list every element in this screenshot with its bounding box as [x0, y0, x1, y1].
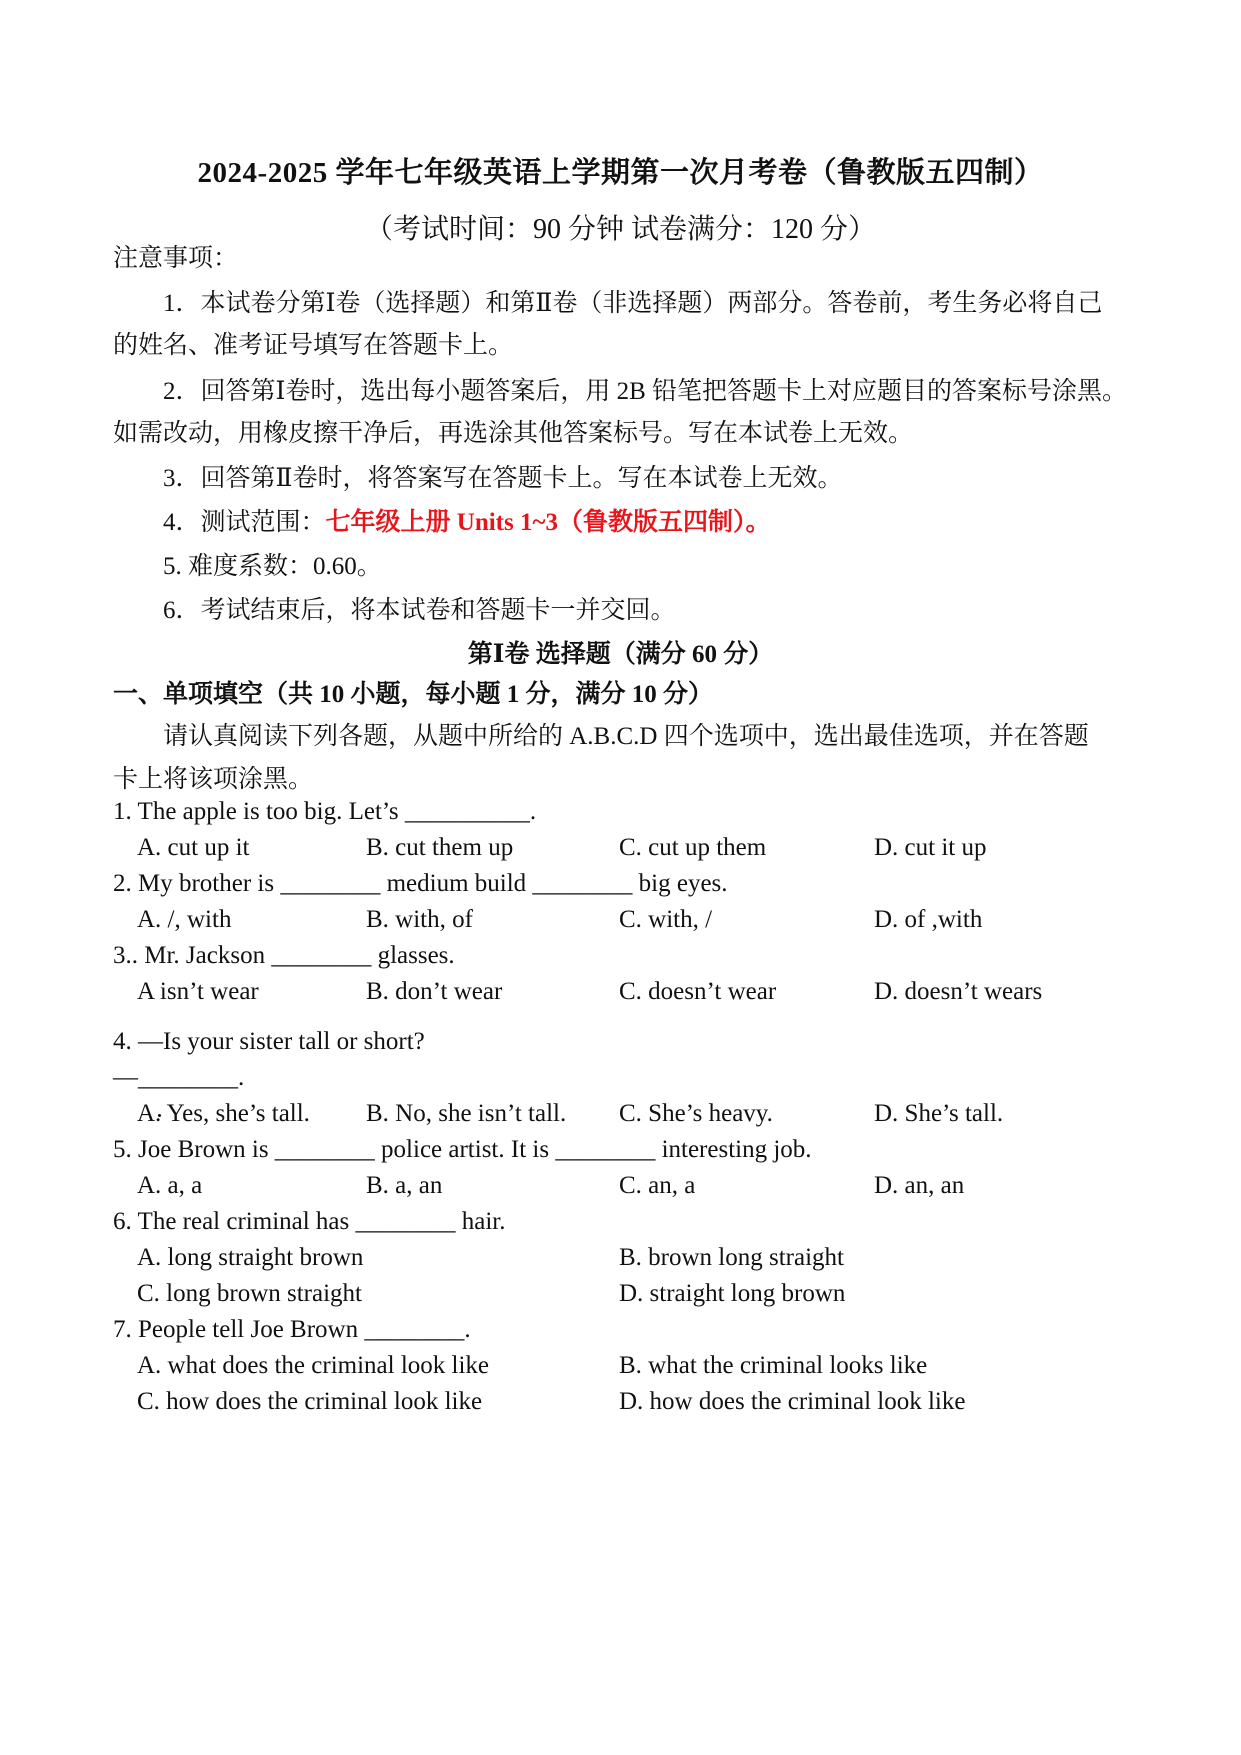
question-7-stem: 7. People tell Joe Brown ________.: [113, 1316, 471, 1343]
question-4-option-c: C. She’s heavy.: [619, 1100, 773, 1127]
section-1-instructions-line-1: 请认真阅读下列各题，从题中所给的 A.B.C.D 四个选项中，选出最佳选项，并在答题: [163, 723, 1089, 750]
part-1-heading: 第Ⅰ卷 选择题（满分 60 分）: [467, 641, 774, 668]
note-4-prefix: 4．测试范围：: [163, 509, 326, 536]
note-3: 3．回答第Ⅱ卷时，将答案写在答题卡上。写在本试卷上无效。: [163, 465, 843, 492]
question-1-option-c: C. cut up them: [619, 834, 767, 861]
question-3-option-c: C. doesn’t wear: [619, 978, 777, 1005]
note-6: 6．考试结束后，将本试卷和答题卡一并交回。: [163, 597, 676, 624]
question-7-option-b: B. what the criminal looks like: [619, 1352, 928, 1379]
question-6-option-d: D. straight long brown: [619, 1280, 846, 1307]
note-4: [163, 502, 770, 538]
question-5-option-c: C. an, a: [619, 1172, 696, 1199]
question-4-answer-blank: —________.: [113, 1064, 245, 1091]
question-5-option-b: B. a, an: [366, 1172, 443, 1199]
section-1-instructions-line-2: 卡上将该项涂黑。: [113, 766, 314, 793]
question-2-option-a: A. /, with: [137, 906, 232, 933]
question-3-option-b: B. don’t wear: [366, 978, 503, 1005]
question-1-option-b: B. cut them up: [366, 834, 514, 861]
question-6-option-b: B. brown long straight: [619, 1244, 844, 1271]
question-1-stem: 1. The apple is too big. Let’s __________.: [113, 798, 537, 825]
question-6-option-a: A. long straight brown: [137, 1244, 364, 1271]
question-5-option-a: A. a, a: [137, 1172, 203, 1199]
question-5-stem: 5. Joe Brown is ________ police artist. It is ________ interesting job.: [113, 1136, 812, 1163]
question-3-option-a: A isn’t wear: [137, 978, 259, 1005]
question-6-stem: 6. The real criminal has ________ hair.: [113, 1208, 506, 1235]
question-2-option-d: D. of ,with: [874, 906, 983, 933]
question-6-option-c: C. long brown straight: [137, 1280, 362, 1307]
notes-heading: 注意事项：: [113, 245, 239, 272]
question-4-option-a: A. Yes, she’s tall.: [137, 1100, 310, 1127]
question-3-stem: 3.. Mr. Jackson ________ glasses.: [113, 942, 455, 969]
exam-subtitle: （考试时间：90 分钟 试卷满分：120 分）: [364, 214, 876, 245]
section-1-heading: 一、单项填空（共 10 小题，每小题 1 分，满分 10 分）: [113, 681, 714, 708]
question-7-option-a: A. what does the criminal look like: [137, 1352, 490, 1379]
question-4-option-d: D. She’s tall.: [874, 1100, 1004, 1127]
question-4-option-b: B. No, she isn’t tall.: [366, 1100, 567, 1127]
note-2-line-1: 2．回答第Ⅰ卷时，选出每小题答案后，用 2B 铅笔把答题卡上对应题目的答案标号涂黑。: [163, 378, 1128, 405]
exam-title: 2024-2025 学年七年级英语上学期第一次月考卷（鲁教版五四制）: [197, 157, 1044, 189]
question-1-option-d: D. cut it up: [874, 834, 987, 861]
question-1-option-a: A. cut up it: [137, 834, 250, 861]
note-4-scope: 七年级上册 Units 1~3（鲁教版五四制）。: [325, 509, 771, 536]
question-3-option-d: D. doesn’t wears: [874, 978, 1043, 1005]
question-7-option-c: C. how does the criminal look like: [137, 1388, 483, 1415]
note-5: 5. 难度系数：0.60。: [163, 553, 382, 580]
question-5-option-d: D. an, an: [874, 1172, 965, 1199]
question-2-option-b: B. with, of: [366, 906, 473, 933]
question-4-stem: 4. —Is your sister tall or short?: [113, 1028, 425, 1055]
note-1-line-2: 的姓名、准考证号填写在答题卡上。: [113, 332, 514, 359]
note-1-line-1: 1．本试卷分第Ⅰ卷（选择题）和第Ⅱ卷（非选择题）两部分。答卷前，考生务必将自己: [163, 290, 1103, 317]
question-2-stem: 2. My brother is ________ medium build ________ big eyes.: [113, 870, 728, 897]
question-2-option-c: C. with, /: [619, 906, 713, 933]
note-2-line-2: 如需改动，用橡皮擦干净后，再选涂其他答案标号。写在本试卷上无效。: [113, 420, 914, 447]
question-7-option-d: D. how does the criminal look like: [619, 1388, 966, 1415]
